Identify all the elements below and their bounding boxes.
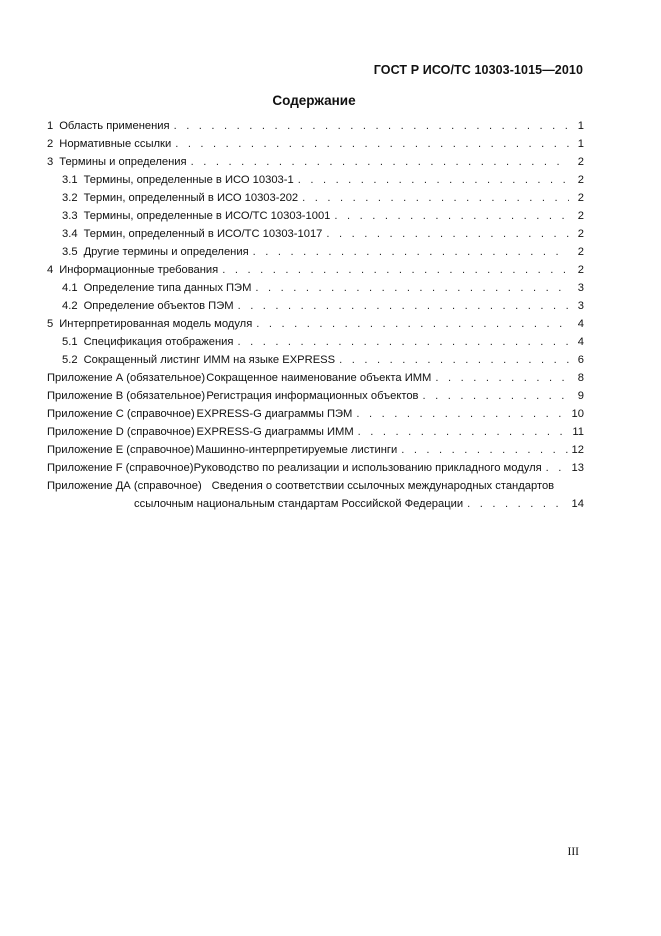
- toc-entry-page: 1: [577, 120, 584, 132]
- toc-entry-title: Термины, определенные в ИСО 10303-1: [83, 174, 294, 186]
- toc-entry-page: 4: [577, 318, 584, 330]
- toc-entry-number: 3.2: [62, 192, 78, 204]
- dot-leader: [339, 351, 569, 369]
- dot-leader: [222, 261, 569, 279]
- dot-leader: [298, 171, 569, 189]
- dot-leader: [334, 207, 569, 225]
- toc-entry-number: 5.2: [62, 354, 78, 366]
- toc-entry-3-3[interactable]: [47, 207, 584, 225]
- annex-title: Машинно-интерпретируемые листинги: [195, 444, 398, 456]
- annex-label: Приложение ДА (справочное): [47, 480, 202, 492]
- toc-entry-2[interactable]: [47, 135, 584, 153]
- annex-label: Приложение А (обязательное): [47, 372, 206, 384]
- dot-leader: [401, 441, 568, 459]
- toc-entry-3-2[interactable]: [47, 189, 584, 207]
- dot-leader: [302, 189, 569, 207]
- toc-entry-3-4[interactable]: [47, 225, 584, 243]
- toc-entry-page: 2: [577, 246, 584, 258]
- toc-entry-title: Спецификация отображения: [83, 336, 234, 348]
- toc-annex-d[interactable]: [47, 423, 584, 441]
- dot-leader: [175, 135, 569, 153]
- annex-page: 11: [572, 426, 584, 438]
- dot-leader: [326, 225, 569, 243]
- dot-leader: [256, 315, 569, 333]
- toc-entry-number: 4.1: [62, 282, 78, 294]
- toc-entry-title: Область применения: [59, 120, 170, 132]
- toc-entry-title: Определение объектов ПЭМ: [83, 300, 234, 312]
- toc-entry-5-1[interactable]: [47, 333, 584, 351]
- annex-title: Руководство по реализации и использованию прикладного модуля: [193, 462, 542, 474]
- toc-entry-number: 3.4: [62, 228, 78, 240]
- toc-entry-4-2[interactable]: [47, 297, 584, 315]
- toc-entry-page: 2: [577, 192, 584, 204]
- toc-entry-number: 3: [47, 156, 54, 168]
- annex-title: EXPRESS-G диаграммы ПЭМ: [196, 408, 353, 420]
- toc-entry-3-5[interactable]: [47, 243, 584, 261]
- toc-annex-da[interactable]: [47, 477, 584, 495]
- dot-leader: [237, 333, 569, 351]
- toc-entry-title: Термины, определенные в ИСО/ТС 10303-1001: [83, 210, 331, 222]
- toc-entry-number: 4: [47, 264, 54, 276]
- table-of-contents: [47, 117, 584, 513]
- annex-page: 13: [571, 462, 584, 474]
- toc-title: Содержание: [272, 93, 356, 108]
- annex-title: Сокращенное наименование объекта ИММ: [206, 372, 432, 384]
- toc-entry-title: Определение типа данных ПЭМ: [83, 282, 252, 294]
- dot-leader: [253, 243, 569, 261]
- toc-entry-title: Термин, определенный в ИСО/ТС 10303-1017: [83, 228, 323, 240]
- toc-entry-page: 2: [577, 228, 584, 240]
- annex-title: EXPRESS-G диаграммы ИММ: [196, 426, 354, 438]
- toc-entry-page: 2: [577, 210, 584, 222]
- annex-label: Приложение D (справочное): [47, 426, 195, 438]
- toc-entry-5[interactable]: [47, 315, 584, 333]
- annex-label: Приложение В (обязательное): [47, 390, 206, 402]
- toc-entry-page: 2: [577, 264, 584, 276]
- toc-entry-4[interactable]: [47, 261, 584, 279]
- toc-entry-5-2[interactable]: [47, 351, 584, 369]
- toc-entry-title: Интерпретированная модель модуля: [59, 318, 253, 330]
- toc-annex-b[interactable]: [47, 387, 584, 405]
- toc-entry-number: 3.1: [62, 174, 78, 186]
- dot-leader: [174, 117, 569, 135]
- annex-page: 8: [577, 372, 584, 384]
- dot-leader: [435, 369, 569, 387]
- annex-title-line2: ссылочным национальным стандартам Российской Федерации: [134, 498, 464, 510]
- dot-leader: [255, 279, 569, 297]
- page-number: III: [567, 846, 579, 858]
- dot-leader: [356, 405, 568, 423]
- toc-entry-title: Нормативные ссылки: [59, 138, 172, 150]
- toc-entry-number: 5: [47, 318, 54, 330]
- toc-entry-page: 2: [577, 156, 584, 168]
- toc-entry-page: 6: [577, 354, 584, 366]
- toc-annex-da-continuation[interactable]: [47, 495, 584, 513]
- annex-page: 12: [571, 444, 584, 456]
- toc-entry-page: 1: [577, 138, 584, 150]
- toc-entry-number: 2: [47, 138, 54, 150]
- toc-annex-f[interactable]: [47, 459, 584, 477]
- toc-annex-c[interactable]: [47, 405, 584, 423]
- annex-page: 10: [571, 408, 584, 420]
- annex-page: 9: [577, 390, 584, 402]
- annex-title-line1: Сведения о соответствии ссылочных международных стандартов: [211, 480, 555, 492]
- annex-label: Приложение С (справочное): [47, 408, 195, 420]
- toc-entry-page: 2: [577, 174, 584, 186]
- toc-entry-number: 3.5: [62, 246, 78, 258]
- toc-entry-number: 3.3: [62, 210, 78, 222]
- toc-annex-a[interactable]: [47, 369, 584, 387]
- toc-entry-number: 1: [47, 120, 54, 132]
- document-header-id: ГОСТ Р ИСО/ТС 10303-1015—2010: [373, 63, 583, 77]
- dot-leader: [423, 387, 569, 405]
- dot-leader: [238, 297, 569, 315]
- toc-entry-3-1[interactable]: [47, 171, 584, 189]
- annex-label: Приложение Е (справочное): [47, 444, 195, 456]
- annex-title: Регистрация информационных объектов: [206, 390, 419, 402]
- annex-label: Приложение F (справочное): [47, 462, 194, 474]
- annex-page: 14: [571, 498, 584, 510]
- dot-leader: [467, 495, 568, 513]
- toc-entry-title: Другие термины и определения: [83, 246, 249, 258]
- toc-entry-title: Термины и определения: [59, 156, 187, 168]
- toc-entry-title: Информационные требования: [59, 264, 219, 276]
- dot-leader: [358, 423, 569, 441]
- dot-leader: [191, 153, 569, 171]
- toc-entry-number: 4.2: [62, 300, 78, 312]
- toc-entry-1[interactable]: [47, 117, 584, 135]
- toc-entry-title: Сокращенный листинг ИММ на языке EXPRESS: [83, 354, 336, 366]
- toc-entry-4-1[interactable]: [47, 279, 584, 297]
- toc-entry-title: Термин, определенный в ИСО 10303-202: [83, 192, 299, 204]
- dot-leader: [546, 459, 569, 477]
- toc-entry-3[interactable]: [47, 153, 584, 171]
- toc-entry-page: 3: [577, 300, 584, 312]
- toc-entry-page: 4: [577, 336, 584, 348]
- toc-entry-number: 5.1: [62, 336, 78, 348]
- toc-annex-e[interactable]: [47, 441, 584, 459]
- toc-entry-page: 3: [577, 282, 584, 294]
